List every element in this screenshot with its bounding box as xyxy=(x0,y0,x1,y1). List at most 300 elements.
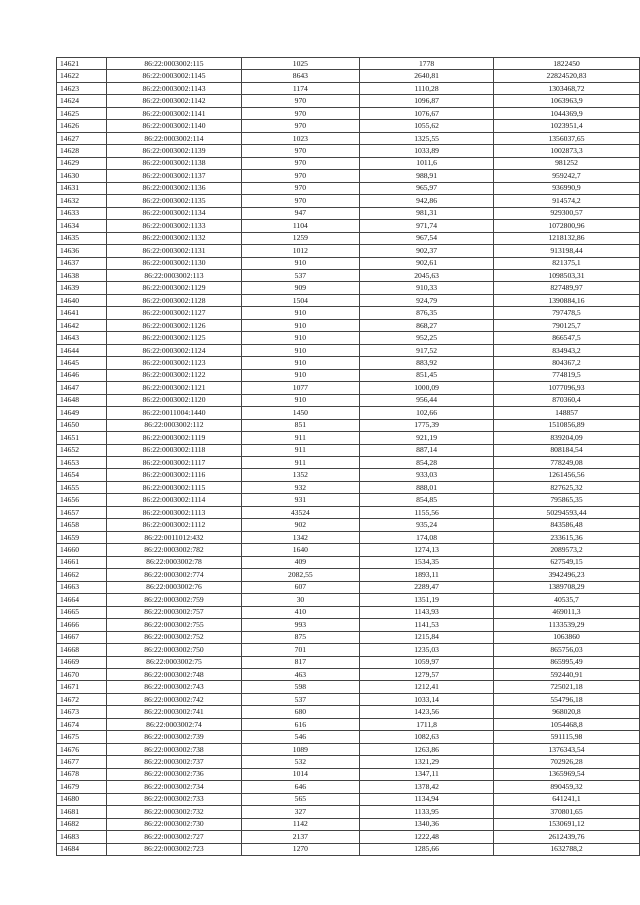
cadastral-number-cell: 86:22:0003002:730 xyxy=(107,818,241,830)
specific-value-cell: 952,25 xyxy=(360,332,494,344)
cadastral-number-cell: 86:22:0003002:115 xyxy=(107,58,241,70)
cadastral-number-cell: 86:22:0003002:750 xyxy=(107,644,241,656)
cadastral-value-cell: 795865,35 xyxy=(493,494,639,506)
area-cell: 970 xyxy=(241,120,360,132)
area-cell: 30 xyxy=(241,594,360,606)
area-cell: 911 xyxy=(241,444,360,456)
cadastral-value-cell: 1390884,16 xyxy=(493,294,639,306)
row-number-cell: 14654 xyxy=(57,469,107,481)
cadastral-number-cell: 86:22:0003002:1138 xyxy=(107,157,241,169)
area-cell: 646 xyxy=(241,781,360,793)
row-number-cell: 14673 xyxy=(57,706,107,718)
area-cell: 1089 xyxy=(241,743,360,755)
area-cell: 565 xyxy=(241,793,360,805)
cadastral-value-cell: 790125,7 xyxy=(493,319,639,331)
specific-value-cell: 910,33 xyxy=(360,282,494,294)
area-cell: 1077 xyxy=(241,382,360,394)
cadastral-value-cell: 913198,44 xyxy=(493,245,639,257)
cadastral-number-cell: 86:22:0003002:757 xyxy=(107,606,241,618)
specific-value-cell: 956,44 xyxy=(360,394,494,406)
row-number-cell: 14663 xyxy=(57,581,107,593)
table-row xyxy=(57,294,640,306)
cadastral-value-cell: 469011,3 xyxy=(493,606,639,618)
row-number-cell: 14635 xyxy=(57,232,107,244)
area-cell: 1025 xyxy=(241,58,360,70)
row-number-cell: 14625 xyxy=(57,107,107,119)
area-cell: 1012 xyxy=(241,245,360,257)
row-number-cell: 14630 xyxy=(57,170,107,182)
area-cell: 970 xyxy=(241,107,360,119)
cadastral-value-cell: 827489,97 xyxy=(493,282,639,294)
area-cell: 8643 xyxy=(241,70,360,82)
cadastral-number-cell: 86:22:0003002:1132 xyxy=(107,232,241,244)
table-row xyxy=(57,768,640,780)
cadastral-number-cell: 86:22:0003002:1123 xyxy=(107,357,241,369)
cadastral-value-cell: 929300,57 xyxy=(493,207,639,219)
cadastral-value-cell: 627549,15 xyxy=(493,556,639,568)
specific-value-cell: 1534,35 xyxy=(360,556,494,568)
table-row xyxy=(57,207,640,219)
area-cell: 902 xyxy=(241,519,360,531)
cadastral-value-cell: 40535,7 xyxy=(493,594,639,606)
cadastral-number-cell: 86:22:0003002:1137 xyxy=(107,170,241,182)
table-row xyxy=(57,444,640,456)
cadastral-value-cell: 1530691,12 xyxy=(493,818,639,830)
table-row xyxy=(57,357,640,369)
row-number-cell: 14622 xyxy=(57,70,107,82)
row-number-cell: 14672 xyxy=(57,693,107,705)
row-number-cell: 14651 xyxy=(57,432,107,444)
cadastral-value-cell: 1063963,9 xyxy=(493,95,639,107)
cadastral-number-cell: 86:22:0003002:738 xyxy=(107,743,241,755)
cadastral-number-cell: 86:22:0003002:1117 xyxy=(107,457,241,469)
cadastral-number-cell: 86:22:0003002:1120 xyxy=(107,394,241,406)
area-cell: 598 xyxy=(241,681,360,693)
table-row xyxy=(57,182,640,194)
cadastral-number-cell: 86:22:0003002:1127 xyxy=(107,307,241,319)
row-number-cell: 14637 xyxy=(57,257,107,269)
cadastral-value-cell: 1072800,96 xyxy=(493,220,639,232)
specific-value-cell: 174,08 xyxy=(360,531,494,543)
table-row xyxy=(57,419,640,431)
area-cell: 680 xyxy=(241,706,360,718)
area-cell: 970 xyxy=(241,170,360,182)
cadastral-value-cell: 2612439,76 xyxy=(493,831,639,843)
cadastral-number-cell: 86:22:0003002:742 xyxy=(107,693,241,705)
cadastral-value-table xyxy=(56,57,640,856)
row-number-cell: 14640 xyxy=(57,294,107,306)
cadastral-value-cell: 870360,4 xyxy=(493,394,639,406)
table-row xyxy=(57,232,640,244)
cadastral-value-cell: 50294593,44 xyxy=(493,506,639,518)
cadastral-value-cell: 1063860 xyxy=(493,631,639,643)
cadastral-number-cell: 86:22:0003002:755 xyxy=(107,619,241,631)
row-number-cell: 14639 xyxy=(57,282,107,294)
table-row xyxy=(57,319,640,331)
row-number-cell: 14664 xyxy=(57,594,107,606)
cadastral-number-cell: 86:22:0003002:752 xyxy=(107,631,241,643)
table-row xyxy=(57,282,640,294)
table-row xyxy=(57,843,640,855)
area-cell: 993 xyxy=(241,619,360,631)
cadastral-value-cell: 1632788,2 xyxy=(493,843,639,855)
cadastral-number-cell: 86:22:0003002:74 xyxy=(107,718,241,730)
area-cell: 2137 xyxy=(241,831,360,843)
row-number-cell: 14628 xyxy=(57,145,107,157)
specific-value-cell: 1778 xyxy=(360,58,494,70)
area-cell: 1270 xyxy=(241,843,360,855)
area-cell: 910 xyxy=(241,369,360,381)
row-number-cell: 14683 xyxy=(57,831,107,843)
specific-value-cell: 1141,53 xyxy=(360,619,494,631)
row-number-cell: 14626 xyxy=(57,120,107,132)
specific-value-cell: 1011,6 xyxy=(360,157,494,169)
area-cell: 910 xyxy=(241,332,360,344)
table-row xyxy=(57,407,640,419)
area-cell: 1504 xyxy=(241,294,360,306)
specific-value-cell: 1059,97 xyxy=(360,656,494,668)
cadastral-value-cell: 821375,1 xyxy=(493,257,639,269)
specific-value-cell: 2289,47 xyxy=(360,581,494,593)
table-row xyxy=(57,481,640,493)
cadastral-number-cell: 86:22:0003002:759 xyxy=(107,594,241,606)
cadastral-number-cell: 86:22:0003002:1122 xyxy=(107,369,241,381)
cadastral-value-cell: 1098503,31 xyxy=(493,269,639,281)
cadastral-number-cell: 86:22:0003002:1114 xyxy=(107,494,241,506)
cadastral-value-cell: 702926,28 xyxy=(493,756,639,768)
cadastral-value-cell: 1376343,54 xyxy=(493,743,639,755)
area-cell: 537 xyxy=(241,269,360,281)
row-number-cell: 14655 xyxy=(57,481,107,493)
row-number-cell: 14679 xyxy=(57,781,107,793)
row-number-cell: 14676 xyxy=(57,743,107,755)
specific-value-cell: 917,52 xyxy=(360,344,494,356)
table-row xyxy=(57,195,640,207)
cadastral-value-cell: 914574,2 xyxy=(493,195,639,207)
specific-value-cell: 902,61 xyxy=(360,257,494,269)
area-cell: 1104 xyxy=(241,220,360,232)
area-cell: 932 xyxy=(241,481,360,493)
area-cell: 910 xyxy=(241,307,360,319)
cadastral-number-cell: 86:22:0003002:1116 xyxy=(107,469,241,481)
table-row xyxy=(57,806,640,818)
row-number-cell: 14649 xyxy=(57,407,107,419)
cadastral-number-cell: 86:22:0011012:432 xyxy=(107,531,241,543)
table-row xyxy=(57,544,640,556)
specific-value-cell: 888,01 xyxy=(360,481,494,493)
table-row xyxy=(57,170,640,182)
cadastral-value-cell: 1023951,4 xyxy=(493,120,639,132)
row-number-cell: 14634 xyxy=(57,220,107,232)
area-cell: 1259 xyxy=(241,232,360,244)
cadastral-number-cell: 86:22:0003002:78 xyxy=(107,556,241,568)
cadastral-value-cell: 1822450 xyxy=(493,58,639,70)
table-row xyxy=(57,594,640,606)
cadastral-number-cell: 86:22:0003002:113 xyxy=(107,269,241,281)
specific-value-cell: 868,27 xyxy=(360,319,494,331)
row-number-cell: 14656 xyxy=(57,494,107,506)
table-row xyxy=(57,718,640,730)
row-number-cell: 14647 xyxy=(57,382,107,394)
cadastral-number-cell: 86:22:0003002:1131 xyxy=(107,245,241,257)
cadastral-number-cell: 86:22:0003002:1128 xyxy=(107,294,241,306)
area-cell: 327 xyxy=(241,806,360,818)
table-row xyxy=(57,257,640,269)
table-row xyxy=(57,307,640,319)
row-number-cell: 14669 xyxy=(57,656,107,668)
cadastral-number-cell: 86:22:0003002:782 xyxy=(107,544,241,556)
table-row xyxy=(57,831,640,843)
table-row xyxy=(57,145,640,157)
row-number-cell: 14675 xyxy=(57,731,107,743)
specific-value-cell: 1423,56 xyxy=(360,706,494,718)
area-cell: 851 xyxy=(241,419,360,431)
cadastral-value-cell: 1133539,29 xyxy=(493,619,639,631)
specific-value-cell: 988,91 xyxy=(360,170,494,182)
specific-value-cell: 1893,11 xyxy=(360,569,494,581)
specific-value-cell: 902,37 xyxy=(360,245,494,257)
row-number-cell: 14677 xyxy=(57,756,107,768)
row-number-cell: 14662 xyxy=(57,569,107,581)
table-row xyxy=(57,781,640,793)
cadastral-value-cell: 834943,2 xyxy=(493,344,639,356)
cadastral-number-cell: 86:22:0003002:1143 xyxy=(107,82,241,94)
cadastral-value-cell: 936990,9 xyxy=(493,182,639,194)
cadastral-number-cell: 86:22:0003002:112 xyxy=(107,419,241,431)
specific-value-cell: 921,19 xyxy=(360,432,494,444)
row-number-cell: 14636 xyxy=(57,245,107,257)
area-cell: 970 xyxy=(241,195,360,207)
cadastral-number-cell: 86:22:0003002:733 xyxy=(107,793,241,805)
specific-value-cell: 2640,81 xyxy=(360,70,494,82)
row-number-cell: 14623 xyxy=(57,82,107,94)
cadastral-value-cell: 148857 xyxy=(493,407,639,419)
row-number-cell: 14629 xyxy=(57,157,107,169)
cadastral-number-cell: 86:22:0003002:1140 xyxy=(107,120,241,132)
area-cell: 1174 xyxy=(241,82,360,94)
area-cell: 910 xyxy=(241,257,360,269)
row-number-cell: 14653 xyxy=(57,457,107,469)
specific-value-cell: 1351,19 xyxy=(360,594,494,606)
row-number-cell: 14652 xyxy=(57,444,107,456)
specific-value-cell: 1325,55 xyxy=(360,132,494,144)
row-number-cell: 14633 xyxy=(57,207,107,219)
table-row xyxy=(57,369,640,381)
cadastral-value-cell: 3942496,23 xyxy=(493,569,639,581)
cadastral-number-cell: 86:22:0003002:1141 xyxy=(107,107,241,119)
cadastral-value-cell: 1365969,54 xyxy=(493,768,639,780)
cadastral-number-cell: 86:22:0003002:736 xyxy=(107,768,241,780)
area-cell: 910 xyxy=(241,319,360,331)
cadastral-number-cell: 86:22:0003002:1126 xyxy=(107,319,241,331)
row-number-cell: 14671 xyxy=(57,681,107,693)
row-number-cell: 14643 xyxy=(57,332,107,344)
table-row xyxy=(57,556,640,568)
cadastral-value-cell: 554796,18 xyxy=(493,693,639,705)
cadastral-number-cell: 86:22:0003002:734 xyxy=(107,781,241,793)
specific-value-cell: 1321,29 xyxy=(360,756,494,768)
row-number-cell: 14678 xyxy=(57,768,107,780)
specific-value-cell: 924,79 xyxy=(360,294,494,306)
table-row xyxy=(57,818,640,830)
row-number-cell: 14621 xyxy=(57,58,107,70)
table-row xyxy=(57,332,640,344)
specific-value-cell: 854,85 xyxy=(360,494,494,506)
cadastral-value-cell: 981252 xyxy=(493,157,639,169)
table-row xyxy=(57,469,640,481)
row-number-cell: 14638 xyxy=(57,269,107,281)
area-cell: 616 xyxy=(241,718,360,730)
cadastral-value-cell: 1077096,93 xyxy=(493,382,639,394)
specific-value-cell: 1155,56 xyxy=(360,506,494,518)
cadastral-value-cell: 827625,32 xyxy=(493,481,639,493)
area-cell: 911 xyxy=(241,432,360,444)
table-row xyxy=(57,581,640,593)
area-cell: 909 xyxy=(241,282,360,294)
specific-value-cell: 2045,63 xyxy=(360,269,494,281)
cadastral-value-cell: 797478,5 xyxy=(493,307,639,319)
cadastral-value-cell: 1002873,3 xyxy=(493,145,639,157)
row-number-cell: 14657 xyxy=(57,506,107,518)
area-cell: 875 xyxy=(241,631,360,643)
area-cell: 546 xyxy=(241,731,360,743)
specific-value-cell: 942,86 xyxy=(360,195,494,207)
table-row xyxy=(57,706,640,718)
specific-value-cell: 102,66 xyxy=(360,407,494,419)
area-cell: 970 xyxy=(241,157,360,169)
table-row xyxy=(57,519,640,531)
row-number-cell: 14650 xyxy=(57,419,107,431)
area-cell: 970 xyxy=(241,95,360,107)
row-number-cell: 14642 xyxy=(57,319,107,331)
table-row xyxy=(57,432,640,444)
specific-value-cell: 1378,42 xyxy=(360,781,494,793)
table-row xyxy=(57,457,640,469)
area-cell: 43524 xyxy=(241,506,360,518)
specific-value-cell: 1235,03 xyxy=(360,644,494,656)
cadastral-number-cell: 86:22:0003002:1135 xyxy=(107,195,241,207)
table-row xyxy=(57,494,640,506)
row-number-cell: 14631 xyxy=(57,182,107,194)
cadastral-value-cell: 804367,2 xyxy=(493,357,639,369)
cadastral-number-cell: 86:22:0011004:1440 xyxy=(107,407,241,419)
row-number-cell: 14661 xyxy=(57,556,107,568)
specific-value-cell: 1215,84 xyxy=(360,631,494,643)
specific-value-cell: 1033,89 xyxy=(360,145,494,157)
row-number-cell: 14624 xyxy=(57,95,107,107)
specific-value-cell: 851,45 xyxy=(360,369,494,381)
cadastral-number-cell: 86:22:0003002:1115 xyxy=(107,481,241,493)
specific-value-cell: 1274,13 xyxy=(360,544,494,556)
cadastral-number-cell: 86:22:0003002:737 xyxy=(107,756,241,768)
specific-value-cell: 1055,62 xyxy=(360,120,494,132)
area-cell: 463 xyxy=(241,668,360,680)
cadastral-number-cell: 86:22:0003002:774 xyxy=(107,569,241,581)
cadastral-value-cell: 233615,36 xyxy=(493,531,639,543)
row-number-cell: 14627 xyxy=(57,132,107,144)
area-cell: 1014 xyxy=(241,768,360,780)
cadastral-value-cell: 1261456,56 xyxy=(493,469,639,481)
specific-value-cell: 1133,95 xyxy=(360,806,494,818)
table-row xyxy=(57,569,640,581)
cadastral-number-cell: 86:22:0003002:1124 xyxy=(107,344,241,356)
cadastral-value-cell: 968020,8 xyxy=(493,706,639,718)
area-cell: 1450 xyxy=(241,407,360,419)
table-row xyxy=(57,120,640,132)
specific-value-cell: 1000,09 xyxy=(360,382,494,394)
specific-value-cell: 981,31 xyxy=(360,207,494,219)
table-row xyxy=(57,82,640,94)
table-body xyxy=(57,58,640,856)
specific-value-cell: 1110,28 xyxy=(360,82,494,94)
cadastral-number-cell: 86:22:0003002:1134 xyxy=(107,207,241,219)
cadastral-number-cell: 86:22:0003002:1125 xyxy=(107,332,241,344)
table-row xyxy=(57,382,640,394)
row-number-cell: 14667 xyxy=(57,631,107,643)
area-cell: 607 xyxy=(241,581,360,593)
specific-value-cell: 1076,67 xyxy=(360,107,494,119)
specific-value-cell: 1285,66 xyxy=(360,843,494,855)
cadastral-number-cell: 86:22:0003002:1145 xyxy=(107,70,241,82)
cadastral-value-cell: 865995,49 xyxy=(493,656,639,668)
area-cell: 910 xyxy=(241,357,360,369)
specific-value-cell: 883,92 xyxy=(360,357,494,369)
cadastral-value-cell: 1510856,89 xyxy=(493,419,639,431)
cadastral-value-cell: 959242,7 xyxy=(493,170,639,182)
table-row xyxy=(57,743,640,755)
cadastral-number-cell: 86:22:0003002:741 xyxy=(107,706,241,718)
cadastral-number-cell: 86:22:0003002:1142 xyxy=(107,95,241,107)
cadastral-number-cell: 86:22:0003002:1129 xyxy=(107,282,241,294)
cadastral-number-cell: 86:22:0003002:732 xyxy=(107,806,241,818)
specific-value-cell: 1222,48 xyxy=(360,831,494,843)
cadastral-value-cell: 592440,91 xyxy=(493,668,639,680)
table-row xyxy=(57,644,640,656)
table-row xyxy=(57,656,640,668)
cadastral-number-cell: 86:22:0003002:739 xyxy=(107,731,241,743)
area-cell: 911 xyxy=(241,457,360,469)
cadastral-value-cell: 866547,5 xyxy=(493,332,639,344)
table-row xyxy=(57,731,640,743)
cadastral-number-cell: 86:22:0003002:1139 xyxy=(107,145,241,157)
cadastral-number-cell: 86:22:0003002:743 xyxy=(107,681,241,693)
cadastral-number-cell: 86:22:0003002:1112 xyxy=(107,519,241,531)
row-number-cell: 14659 xyxy=(57,531,107,543)
row-number-cell: 14632 xyxy=(57,195,107,207)
specific-value-cell: 1096,87 xyxy=(360,95,494,107)
row-number-cell: 14670 xyxy=(57,668,107,680)
cadastral-number-cell: 86:22:0003002:1118 xyxy=(107,444,241,456)
table-row xyxy=(57,681,640,693)
specific-value-cell: 1263,86 xyxy=(360,743,494,755)
cadastral-value-cell: 808184,54 xyxy=(493,444,639,456)
area-cell: 910 xyxy=(241,394,360,406)
row-number-cell: 14646 xyxy=(57,369,107,381)
area-cell: 947 xyxy=(241,207,360,219)
area-cell: 532 xyxy=(241,756,360,768)
area-cell: 910 xyxy=(241,344,360,356)
specific-value-cell: 933,03 xyxy=(360,469,494,481)
table-row xyxy=(57,70,640,82)
row-number-cell: 14658 xyxy=(57,519,107,531)
area-cell: 817 xyxy=(241,656,360,668)
area-cell: 409 xyxy=(241,556,360,568)
cadastral-value-cell: 1303468,72 xyxy=(493,82,639,94)
specific-value-cell: 1775,39 xyxy=(360,419,494,431)
specific-value-cell: 854,28 xyxy=(360,457,494,469)
row-number-cell: 14684 xyxy=(57,843,107,855)
row-number-cell: 14680 xyxy=(57,793,107,805)
